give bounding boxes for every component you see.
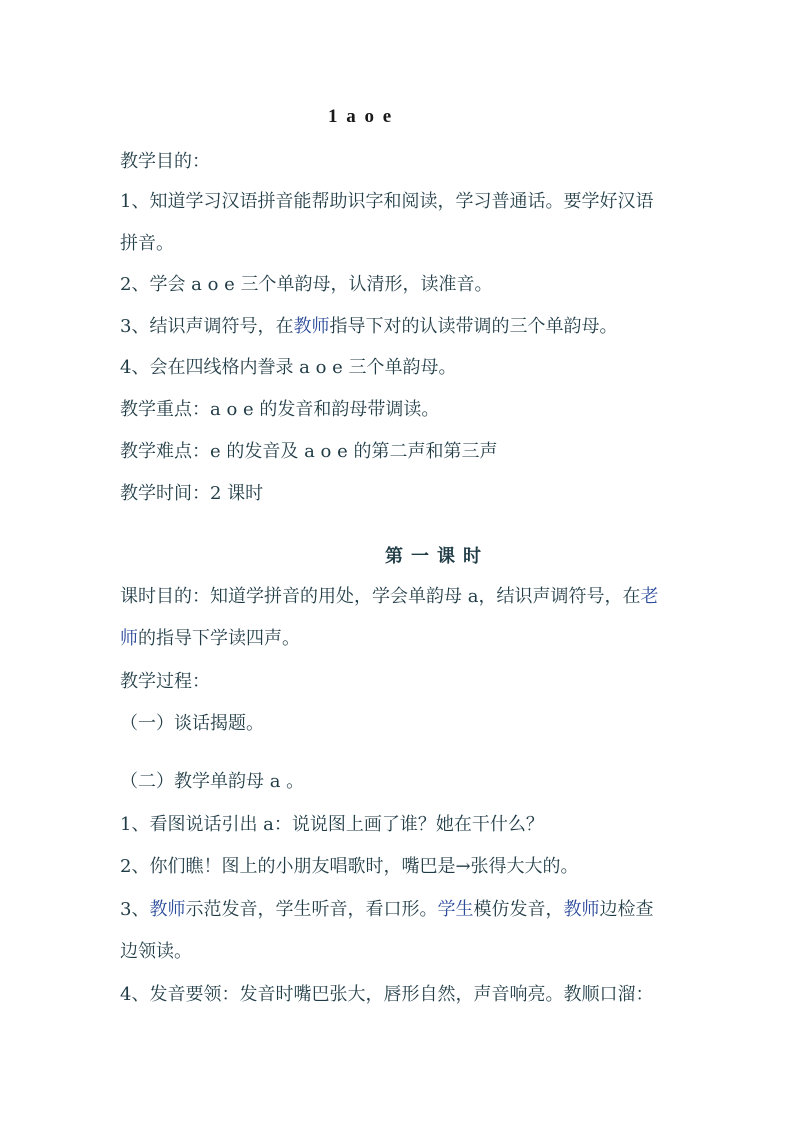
objective-1-line-2: 拼音。 <box>120 233 174 254</box>
lesson-goal-teacher-link-2[interactable]: 师 <box>120 628 138 649</box>
objective-1-line-1: 1、知道学习汉语拼音能帮助识字和阅读，学习普通话。要学好汉语 <box>120 191 654 212</box>
item-3-number: 3、 <box>120 899 150 920</box>
lesson-goal-line-2 <box>120 627 300 651</box>
objective-3-text-pre: 3、结识声调符号，在 <box>120 316 294 337</box>
objective-3 <box>120 315 617 339</box>
lesson-goal-teacher-link-1[interactable]: 老 <box>640 586 659 607</box>
step-1: （一）谈话揭题。 <box>120 713 264 734</box>
process-heading: 教学过程： <box>120 671 210 692</box>
step-2: （二）教学单韵母 a 。 <box>120 771 305 792</box>
item-3-student-link[interactable]: 学生 <box>437 899 474 920</box>
item-3-line-1 <box>120 898 653 922</box>
item-4: 4、发音要领：发音时嘴巴张大，唇形自然，声音响亮。教顺口溜： <box>120 984 654 1005</box>
objective-2: 2、学会 a o e 三个单韵母，认清形，读准音。 <box>120 274 493 295</box>
item-3-text-1: 示范发音，学生听音，看口形。 <box>185 899 438 920</box>
key-points: 教学重点：a o e 的发音和韵母带调读。 <box>120 399 440 420</box>
item-3-text-3: 边检查 <box>599 899 654 920</box>
section-title: 第一课时 <box>385 546 489 567</box>
item-2: 2、你们瞧！图上的小朋友唱歌时，嘴巴是→张得大大的。 <box>120 856 579 877</box>
item-3-text-2: 模仿发音， <box>473 899 564 920</box>
objective-3-teacher-link[interactable]: 教师 <box>293 316 330 337</box>
lesson-goal-text-2: 的指导下学读四声。 <box>138 628 300 649</box>
difficulties: 教学难点：e 的发音及 a o e 的第二声和第三声 <box>120 441 498 462</box>
page-title: 1 a o e <box>328 106 394 127</box>
item-3-teacher-link-2[interactable]: 教师 <box>563 899 600 920</box>
objective-3-text-post: 指导下对的认读带调的三个单韵母。 <box>329 316 618 337</box>
item-1: 1、看图说话引出 a：说说图上画了谁？她在干什么？ <box>120 814 544 835</box>
objective-4: 4、会在四线格内誊录 a o e 三个单韵母。 <box>120 357 457 378</box>
item-3-teacher-link-1[interactable]: 教师 <box>149 899 186 920</box>
lesson-goal-line-1 <box>120 585 658 609</box>
duration: 教学时间：2 课时 <box>120 483 264 504</box>
item-3-line-2: 边领读。 <box>120 941 192 962</box>
lesson-goal-text: 课时目的：知道学拼音的用处，学会单韵母 a，结识声调符号，在 <box>120 586 641 607</box>
objectives-heading: 教学目的： <box>120 151 210 172</box>
